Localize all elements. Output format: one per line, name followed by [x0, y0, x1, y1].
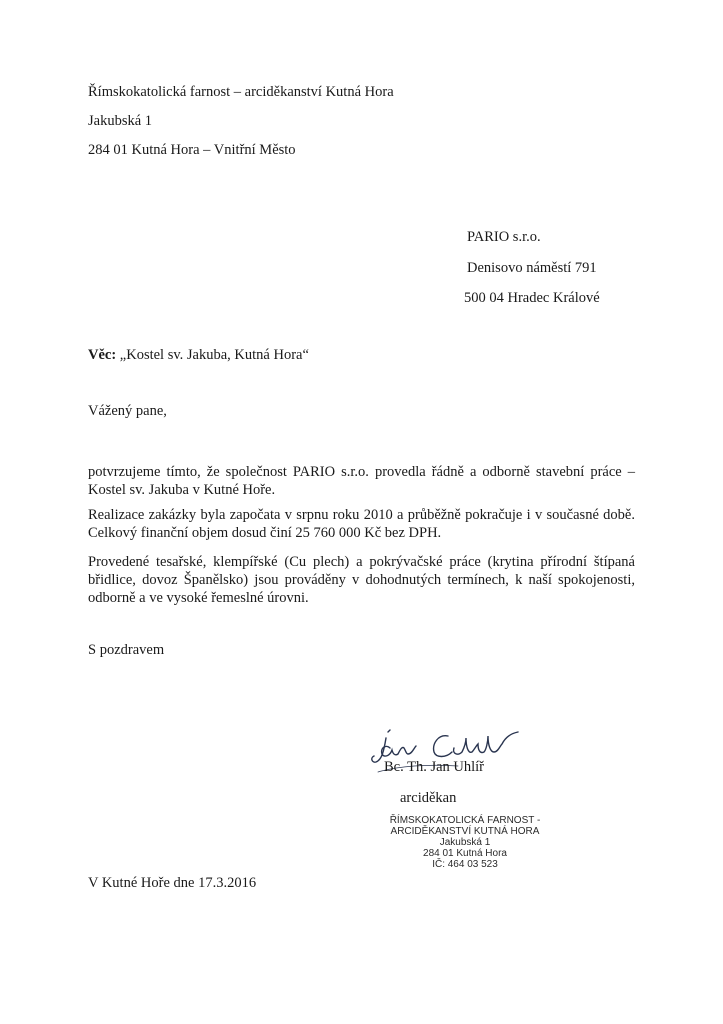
stamp-line-3: Jakubská 1 — [439, 837, 491, 848]
sender-street: Jakubská 1 — [88, 113, 153, 129]
stamp-line-2: ARCIDĚKANSTVÍ KUTNÁ HORA — [390, 826, 540, 837]
signatory-title: arciděkan — [400, 790, 457, 806]
recipient-city: 500 04 Hradec Králové — [464, 290, 600, 306]
sender-city: 284 01 Kutná Hora – Vnitřní Město — [88, 142, 296, 158]
subject-text: „Kostel sv. Jakuba, Kutná Hora“ — [116, 347, 309, 363]
closing: S pozdravem — [88, 642, 165, 658]
parish-stamp — [370, 815, 560, 870]
body-paragraph-1: potvrzujeme tímto, že společnost PARIO s.r.o. provedla řádně a odborně stavební práce – Kostel sv. Jakuba v Kutné Hoře. — [88, 464, 635, 498]
body-paragraph-2: Realizace zakázky byla započata v srpnu roku 2010 a průběžně pokračuje i v současné době. Celkový finanční objem dosud činí 25 760 000 Kč bez DPH. — [88, 507, 635, 541]
sender-name: Římskokatolická farnost – arciděkanství Kutná Hora — [88, 84, 394, 100]
signatory-name: Bc. Th. Jan Uhlíř — [384, 759, 485, 775]
recipient-name: PARIO s.r.o. — [467, 229, 541, 245]
body-paragraph-3: Provedené tesařské, klempířské (Cu plech) a pokrývačské práce (krytina přírodní štípaná břidlice, dovoz Španělsko) jsou prováděny v dohodnutých termínech, k naší spokojenosti, odborně a ve vysoké řemeslné úrovni. — [88, 554, 635, 606]
subject-line — [88, 346, 309, 364]
date-line: V Kutné Hoře dne 17.3.2016 — [88, 875, 257, 891]
recipient-street: Denisovo náměstí 791 — [467, 260, 597, 276]
stamp-line-5: IČ: 464 03 523 — [432, 859, 498, 870]
greeting: Vážený pane, — [88, 403, 167, 419]
subject-label: Věc: — [88, 347, 117, 363]
stamp-line-4: 284 01 Kutná Hora — [423, 848, 507, 859]
stamp-line-1: ŘÍMSKOKATOLICKÁ FARNOST - — [389, 815, 541, 826]
